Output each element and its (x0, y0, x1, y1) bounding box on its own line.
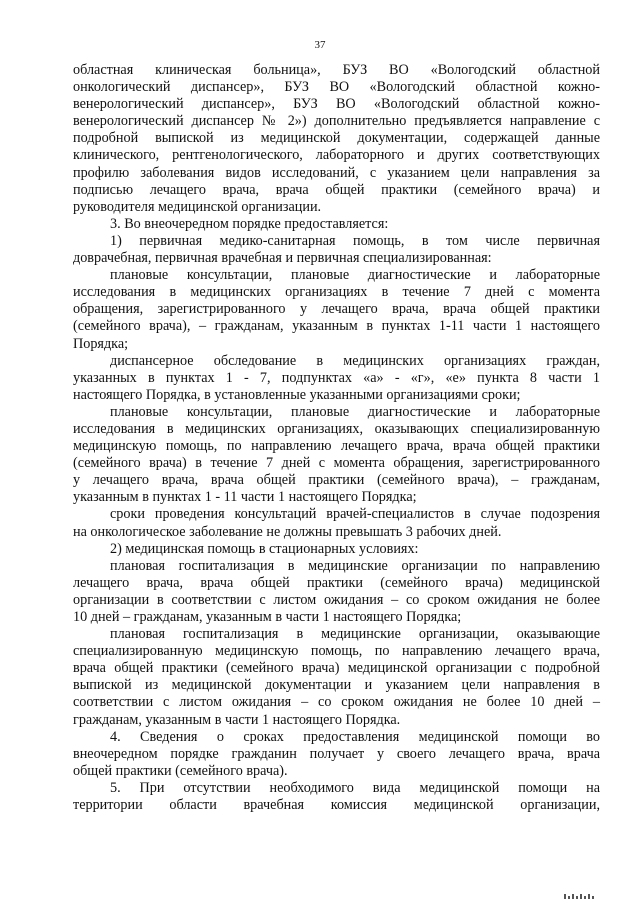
paragraph (73, 404, 600, 507)
text-line: плановые консультации, плановые диагностические и лабораторные (110, 403, 600, 420)
text-line: областная клиническая больница», БУЗ ВО «Вологодский областной (73, 62, 600, 78)
text-line: гражданам, указанным в части 1 настоящего Порядка. (73, 711, 401, 728)
paragraph (73, 541, 600, 558)
text-line: диспансерное обследование в медицинских организациях граждан, (110, 352, 600, 369)
text-line: общей практики (семейного врача). (73, 762, 288, 779)
text-line: клинического, рентгенологического, лабораторного и других соответствующих (73, 147, 600, 164)
page-number: 37 (314, 39, 326, 51)
text-line: на онкологическое заболевание не должны превышать 3 рабочих дней. (73, 523, 502, 540)
text-line: сроки проведения консультаций врачей-специалистов в случае подозрения (110, 506, 600, 523)
text-line: доврачебная, первичная врачебная и первичная специализированная: (73, 250, 492, 267)
text-line: 2) медицинская помощь в стационарных условиях: (110, 540, 419, 557)
paragraph (73, 267, 600, 352)
paragraph (73, 558, 600, 626)
text-line: у лечащего врача, врача общей практики (семейного врача), – гражданам, (73, 472, 600, 489)
text-line: специализированную медицинскую помощь, по направлению лечащего врача, (73, 643, 600, 660)
text-line: (семейного врача) в течение 7 дней с момента обращения, зарегистрированного (73, 455, 600, 472)
scan-barcode-mark (564, 893, 600, 899)
paragraph (73, 506, 600, 540)
text-line: территории области врачебная комиссия медицинской организации, (73, 797, 600, 814)
text-line: венерологический диспансер», БУЗ ВО «Вологодский областной кожно- (73, 96, 600, 113)
text-line: венерологический диспансер № 2») дополнительно предъявляется направление с (73, 113, 600, 130)
text-line: внеочередном порядке гражданин получает у своего лечащего врача, врача (73, 745, 600, 762)
text-line: лечащего врача, врача общей практики (семейного врача) медицинской (73, 574, 600, 591)
text-line: профилю заболевания видов исследований, с указанием цели направления за (73, 164, 600, 181)
paragraph (73, 233, 600, 267)
text-line: плановая госпитализация в медицинские организации по направлению (110, 557, 600, 574)
text-line: (семейного врача), – гражданам, указанным в пунктах 1-11 части 1 настоящего (73, 318, 600, 335)
text-line: 4. Сведения о сроках предоставления медицинской помощи во (110, 728, 600, 745)
paragraph (73, 626, 600, 729)
text-line: плановые консультации, плановые диагностические и лабораторные (110, 267, 600, 284)
text-line: плановая госпитализация в медицинские организации, оказывающие (110, 626, 600, 643)
text-line: врача общей практики (семейного врача) медицинской организации с подробной (73, 660, 600, 677)
text-line: 10 дней – гражданам, указанным в части 1 настоящего Порядка; (73, 609, 462, 625)
text-line: подписью лечащего врача, врача общей практики (семейного врача) и (73, 181, 600, 198)
text-line: Порядка; (73, 335, 129, 352)
text-line: исследования в медицинских организациях в течение 7 дней с момента (73, 284, 600, 301)
text-line: исследования в медицинских организациях, оказывающих специализированную (73, 420, 600, 437)
paragraph (73, 216, 600, 233)
text-line: руководителя медицинской организации. (73, 198, 322, 215)
text-line: онкологический диспансер», БУЗ ВО «Вологодский областной кожно- (73, 79, 600, 96)
paragraph (73, 729, 600, 780)
text-line: медицинскую помощь, по направлению лечащего врача, врача общей практики (73, 438, 600, 455)
text-line: указанных в пунктах 1 - 7, подпунктах «а» - «г», «е» пункта 8 части 1 (73, 369, 600, 386)
text-line: выпиской из медицинской документации и указанием цели направления в (73, 677, 600, 694)
paragraph (73, 62, 600, 216)
document-body (73, 62, 600, 814)
text-line: обращения, зарегистрированного у лечащего врача, врача общей практики (73, 301, 600, 318)
text-line: организации в соответствии с листом ожидания – со сроком ожидания не более (73, 591, 600, 608)
text-line: подробной выпиской из медицинской документации, содержащей данные (73, 130, 600, 147)
paragraph (73, 353, 600, 404)
text-line: 1) первичная медико-санитарная помощь, в том числе первичная (110, 232, 600, 249)
text-line: указанным в пунктах 1 - 11 части 1 настоящего Порядка; (73, 489, 417, 506)
text-line: соответствии с листом ожидания – со сроком ожидания не более 10 дней – (73, 694, 600, 711)
text-line: настоящего Порядка, в установленные указанными организациями сроки; (73, 386, 521, 403)
text-line: 3. Во внеочередном порядке предоставляется: (110, 215, 389, 232)
text-line: 5. При отсутствии необходимого вида медицинской помощи на (110, 779, 600, 796)
paragraph (73, 780, 600, 814)
